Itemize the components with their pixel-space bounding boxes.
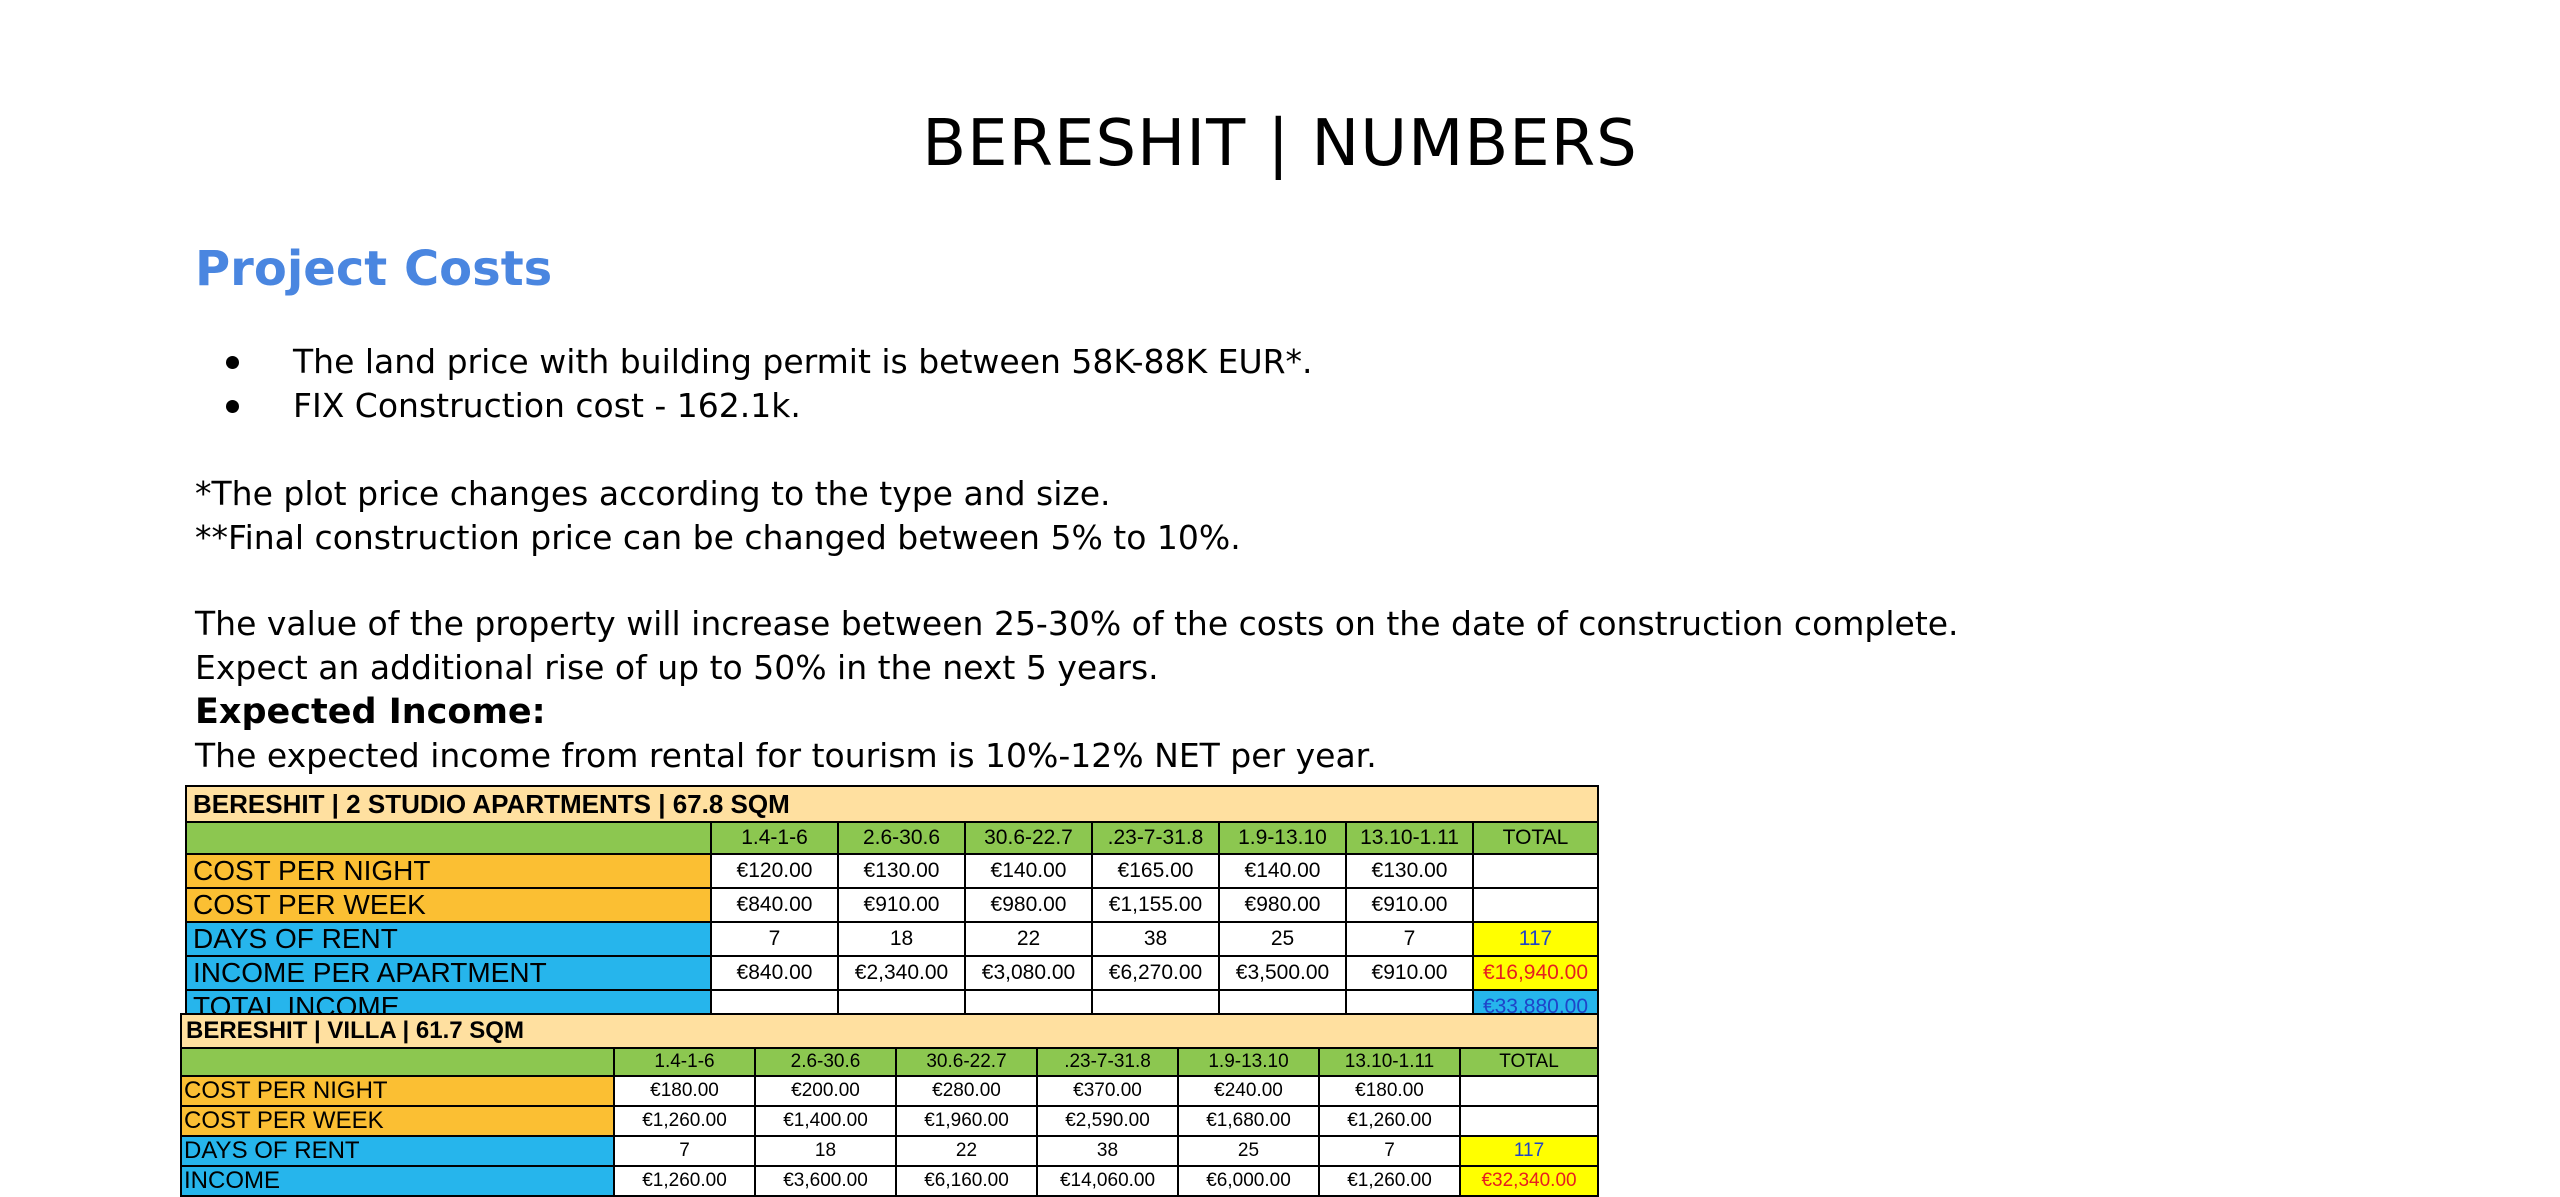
table-cell: €180.00 bbox=[614, 1076, 755, 1106]
header-cell: .23-7-31.8 bbox=[1092, 822, 1219, 854]
table-cell: €6,000.00 bbox=[1178, 1166, 1319, 1196]
project-costs-heading: Project Costs bbox=[195, 241, 553, 297]
header-cell: 1.4-1-6 bbox=[614, 1048, 755, 1076]
table-title-row bbox=[181, 1014, 1598, 1048]
value-line: The value of the property will increase between 25-30% of the costs on the date of construction complete. bbox=[195, 604, 1959, 643]
table-cell: €980.00 bbox=[1219, 888, 1346, 922]
table-cell: €840.00 bbox=[711, 888, 838, 922]
table-cell: €1,680.00 bbox=[1178, 1106, 1319, 1136]
header-cell: 2.6-30.6 bbox=[838, 822, 965, 854]
expected-income-text: The expected income from rental for tourism is 10%-12% NET per year. bbox=[195, 736, 1377, 775]
table-cell bbox=[1460, 1106, 1598, 1136]
table-cell: €910.00 bbox=[838, 888, 965, 922]
total-income-cell: €33,880.00 bbox=[1473, 990, 1598, 1024]
bullet-icon bbox=[226, 356, 239, 369]
table-cell: €1,960.00 bbox=[896, 1106, 1037, 1136]
table-cell: €3,080.00 bbox=[965, 956, 1092, 990]
row-label: COST PER NIGHT bbox=[186, 854, 711, 888]
header-cell: 2.6-30.6 bbox=[755, 1048, 896, 1076]
table-cell: €910.00 bbox=[1346, 888, 1473, 922]
table-cell: €1,260.00 bbox=[1319, 1106, 1460, 1136]
table-cell: €180.00 bbox=[1319, 1076, 1460, 1106]
list-item bbox=[210, 340, 1313, 384]
header-cell: 13.10-1.11 bbox=[1346, 822, 1473, 854]
table-cell: €1,260.00 bbox=[1319, 1166, 1460, 1196]
total-cell: 117 bbox=[1460, 1136, 1598, 1166]
table-cell: €980.00 bbox=[965, 888, 1092, 922]
table-cell bbox=[1473, 888, 1598, 922]
table-cell: €280.00 bbox=[896, 1076, 1037, 1106]
table-cell: 18 bbox=[755, 1136, 896, 1166]
table-cell bbox=[1473, 854, 1598, 888]
row-label: INCOME PER APARTMENT bbox=[186, 956, 711, 990]
table-cell: €910.00 bbox=[1346, 956, 1473, 990]
page-title: BERESHIT | NUMBERS bbox=[922, 107, 1638, 181]
table-cell: €6,160.00 bbox=[896, 1166, 1037, 1196]
table-cell: €14,060.00 bbox=[1037, 1166, 1178, 1196]
header-cell: 30.6-22.7 bbox=[896, 1048, 1037, 1076]
header-cell: 1.4-1-6 bbox=[711, 822, 838, 854]
period-header-row bbox=[181, 1048, 1598, 1076]
table-cell: €130.00 bbox=[1346, 854, 1473, 888]
table-row bbox=[181, 1166, 1598, 1196]
table-cell: 7 bbox=[711, 922, 838, 956]
list-item bbox=[210, 384, 1313, 428]
table-row bbox=[181, 1076, 1598, 1106]
row-label: COST PER WEEK bbox=[186, 888, 711, 922]
header-cell bbox=[186, 822, 711, 854]
row-label: COST PER NIGHT bbox=[181, 1076, 614, 1106]
table-cell: €2,590.00 bbox=[1037, 1106, 1178, 1136]
table-row bbox=[181, 1136, 1598, 1166]
table-cell: 25 bbox=[1219, 922, 1346, 956]
table-title-row bbox=[186, 786, 1598, 822]
villa-table bbox=[180, 1013, 1599, 1197]
table-cell: 22 bbox=[965, 922, 1092, 956]
table-title: BERESHIT | VILLA | 61.7 SQM bbox=[181, 1014, 1598, 1048]
table-cell: €130.00 bbox=[838, 854, 965, 888]
table-row bbox=[186, 922, 1598, 956]
project-costs-list bbox=[210, 340, 1313, 428]
header-cell: TOTAL bbox=[1460, 1048, 1598, 1076]
table-title: BERESHIT | 2 STUDIO APARTMENTS | 67.8 SQM bbox=[186, 786, 1598, 822]
table-cell: €2,340.00 bbox=[838, 956, 965, 990]
table-cell: 38 bbox=[1037, 1136, 1178, 1166]
table-cell: €1,260.00 bbox=[614, 1106, 755, 1136]
row-label: TOTAL INCOME bbox=[186, 990, 711, 1024]
header-cell: 1.9-13.10 bbox=[1178, 1048, 1319, 1076]
row-label: DAYS OF RENT bbox=[186, 922, 711, 956]
header-cell: 1.9-13.10 bbox=[1219, 822, 1346, 854]
row-label: DAYS OF RENT bbox=[181, 1136, 614, 1166]
header-cell: 13.10-1.11 bbox=[1319, 1048, 1460, 1076]
header-cell: TOTAL bbox=[1473, 822, 1598, 854]
footnote-plot: *The plot price changes according to the type and size. bbox=[195, 474, 1111, 513]
table-cell: €140.00 bbox=[1219, 854, 1346, 888]
total-cell: €16,940.00 bbox=[1473, 956, 1598, 990]
bullet-text: The land price with building permit is between 58K-88K EUR*. bbox=[293, 342, 1313, 381]
table-cell: 7 bbox=[614, 1136, 755, 1166]
header-cell: .23-7-31.8 bbox=[1037, 1048, 1178, 1076]
period-header-row bbox=[186, 822, 1598, 854]
table-cell: €3,600.00 bbox=[755, 1166, 896, 1196]
table-cell: €840.00 bbox=[711, 956, 838, 990]
table-cell: €370.00 bbox=[1037, 1076, 1178, 1106]
table-cell: €1,400.00 bbox=[755, 1106, 896, 1136]
table-cell bbox=[1460, 1076, 1598, 1106]
header-cell bbox=[181, 1048, 614, 1076]
expected-income-heading: Expected Income: bbox=[195, 692, 546, 732]
table-cell: €1,155.00 bbox=[1092, 888, 1219, 922]
table-cell: €120.00 bbox=[711, 854, 838, 888]
table-cell: €240.00 bbox=[1178, 1076, 1319, 1106]
table-cell: 7 bbox=[1346, 922, 1473, 956]
table-cell: 38 bbox=[1092, 922, 1219, 956]
table-cell: €165.00 bbox=[1092, 854, 1219, 888]
table-cell: 18 bbox=[838, 922, 965, 956]
footnotes bbox=[195, 472, 1241, 560]
table-cell: 7 bbox=[1319, 1136, 1460, 1166]
table-cell: €200.00 bbox=[755, 1076, 896, 1106]
total-cell: €32,340.00 bbox=[1460, 1166, 1598, 1196]
header-cell: 30.6-22.7 bbox=[965, 822, 1092, 854]
studio-apartments-table bbox=[185, 785, 1599, 1025]
table-row bbox=[186, 956, 1598, 990]
table-cell: 25 bbox=[1178, 1136, 1319, 1166]
bullet-text: FIX Construction cost - 162.1k. bbox=[293, 386, 801, 425]
value-line: Expect an additional rise of up to 50% in the next 5 years. bbox=[195, 648, 1159, 687]
table-cell: 22 bbox=[896, 1136, 1037, 1166]
row-label: COST PER WEEK bbox=[181, 1106, 614, 1136]
table-cell: €140.00 bbox=[965, 854, 1092, 888]
table-cell: €1,260.00 bbox=[614, 1166, 755, 1196]
table-row bbox=[186, 854, 1598, 888]
value-paragraph bbox=[195, 602, 1959, 690]
footnote-construction: **Final construction price can be changed between 5% to 10%. bbox=[195, 518, 1241, 557]
table-cell: €3,500.00 bbox=[1219, 956, 1346, 990]
row-label: INCOME bbox=[181, 1166, 614, 1196]
bullet-icon bbox=[226, 400, 239, 413]
table-cell: €6,270.00 bbox=[1092, 956, 1219, 990]
table-row bbox=[186, 888, 1598, 922]
total-cell: 117 bbox=[1473, 922, 1598, 956]
table-row bbox=[181, 1106, 1598, 1136]
